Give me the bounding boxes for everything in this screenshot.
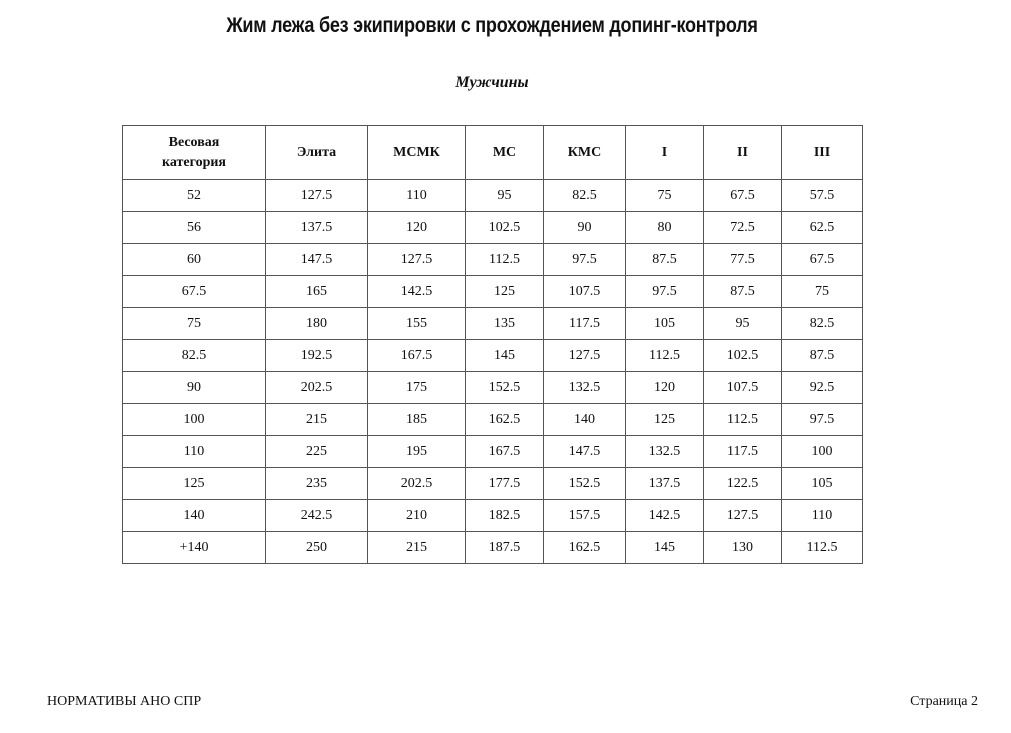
table-cell: 110 [782, 500, 863, 532]
table-cell: 142.5 [368, 276, 466, 308]
table-cell: 75 [782, 276, 863, 308]
table-cell: 235 [266, 468, 368, 500]
table-cell: 97.5 [626, 276, 704, 308]
table-cell: 127.5 [266, 180, 368, 212]
weight-class-cell: 140 [123, 500, 266, 532]
table-cell: 147.5 [544, 436, 626, 468]
table-cell: 215 [368, 532, 466, 564]
footer-organization: НОРМАТИВЫ АНО СПР [47, 694, 202, 709]
section-title: Мужчины [455, 74, 529, 91]
table-cell: 117.5 [544, 308, 626, 340]
table-cell: 152.5 [544, 468, 626, 500]
footer-page-number: Страница 2 [910, 694, 978, 709]
table-cell: 187.5 [466, 532, 544, 564]
column-header: МС [466, 126, 544, 180]
weight-class-cell: 67.5 [123, 276, 266, 308]
table-cell: 130 [704, 532, 782, 564]
table-cell: 152.5 [466, 372, 544, 404]
weight-class-cell: 82.5 [123, 340, 266, 372]
table-cell: 90 [544, 212, 626, 244]
table-cell: 155 [368, 308, 466, 340]
table-cell: 112.5 [626, 340, 704, 372]
table-cell: 127.5 [704, 500, 782, 532]
table-cell: 195 [368, 436, 466, 468]
table-cell: 132.5 [544, 372, 626, 404]
table-cell: 242.5 [266, 500, 368, 532]
table-cell: 112.5 [782, 532, 863, 564]
table-body [123, 180, 863, 564]
table-cell: 177.5 [466, 468, 544, 500]
table-cell: 105 [782, 468, 863, 500]
table-cell: 72.5 [704, 212, 782, 244]
table-cell: 107.5 [544, 276, 626, 308]
table-cell: 67.5 [782, 244, 863, 276]
table-cell: 137.5 [266, 212, 368, 244]
standards-table [122, 125, 863, 564]
column-header: III [782, 126, 863, 180]
table-cell: 110 [368, 180, 466, 212]
table-cell: 135 [466, 308, 544, 340]
weight-class-cell: 100 [123, 404, 266, 436]
weight-class-cell: +140 [123, 532, 266, 564]
table-row [123, 340, 863, 372]
table-cell: 175 [368, 372, 466, 404]
table-cell: 112.5 [466, 244, 544, 276]
table-cell: 97.5 [782, 404, 863, 436]
table-cell: 95 [466, 180, 544, 212]
table-cell: 92.5 [782, 372, 863, 404]
table-cell: 127.5 [368, 244, 466, 276]
table-cell: 165 [266, 276, 368, 308]
column-header: КМС [544, 126, 626, 180]
weight-class-cell: 90 [123, 372, 266, 404]
table-cell: 67.5 [704, 180, 782, 212]
table-cell: 210 [368, 500, 466, 532]
column-header: Элита [266, 126, 368, 180]
table-cell: 95 [704, 308, 782, 340]
weight-class-cell: 52 [123, 180, 266, 212]
table-cell: 102.5 [704, 340, 782, 372]
table-cell: 82.5 [782, 308, 863, 340]
table-cell: 185 [368, 404, 466, 436]
table-cell: 132.5 [626, 436, 704, 468]
table-cell: 250 [266, 532, 368, 564]
table-cell: 102.5 [466, 212, 544, 244]
table-cell: 162.5 [466, 404, 544, 436]
table-cell: 117.5 [704, 436, 782, 468]
table-cell: 202.5 [368, 468, 466, 500]
table-row [123, 500, 863, 532]
table-cell: 137.5 [626, 468, 704, 500]
table-cell: 157.5 [544, 500, 626, 532]
page-title: Жим лежа без экипировки с прохождением допинг-контроля [226, 14, 758, 37]
table-cell: 145 [626, 532, 704, 564]
table-cell: 112.5 [704, 404, 782, 436]
table-cell: 125 [466, 276, 544, 308]
table-cell: 87.5 [704, 276, 782, 308]
table-row [123, 404, 863, 436]
table-cell: 225 [266, 436, 368, 468]
column-header: Весовая категория [123, 126, 266, 180]
table-cell: 107.5 [704, 372, 782, 404]
table-cell: 120 [626, 372, 704, 404]
table-cell: 180 [266, 308, 368, 340]
table-row [123, 244, 863, 276]
table-row [123, 372, 863, 404]
table-cell: 57.5 [782, 180, 863, 212]
table-cell: 182.5 [466, 500, 544, 532]
column-header: II [704, 126, 782, 180]
table-cell: 77.5 [704, 244, 782, 276]
weight-class-cell: 125 [123, 468, 266, 500]
table-cell: 167.5 [466, 436, 544, 468]
table-cell: 215 [266, 404, 368, 436]
weight-class-cell: 60 [123, 244, 266, 276]
table-header-row [123, 126, 863, 180]
table-cell: 140 [544, 404, 626, 436]
table-cell: 62.5 [782, 212, 863, 244]
table-cell: 80 [626, 212, 704, 244]
table-cell: 82.5 [544, 180, 626, 212]
table-row [123, 436, 863, 468]
column-header: МСМК [368, 126, 466, 180]
table-row [123, 532, 863, 564]
table-cell: 192.5 [266, 340, 368, 372]
weight-class-cell: 75 [123, 308, 266, 340]
table-cell: 162.5 [544, 532, 626, 564]
table-cell: 122.5 [704, 468, 782, 500]
table-cell: 127.5 [544, 340, 626, 372]
table-row [123, 180, 863, 212]
table-row [123, 212, 863, 244]
table-cell: 202.5 [266, 372, 368, 404]
table-cell: 97.5 [544, 244, 626, 276]
table-row [123, 276, 863, 308]
table-cell: 87.5 [782, 340, 863, 372]
table-cell: 100 [782, 436, 863, 468]
table-cell: 167.5 [368, 340, 466, 372]
table-cell: 120 [368, 212, 466, 244]
table-cell: 125 [626, 404, 704, 436]
table-cell: 142.5 [626, 500, 704, 532]
weight-class-cell: 110 [123, 436, 266, 468]
table-cell: 105 [626, 308, 704, 340]
weight-class-cell: 56 [123, 212, 266, 244]
table-cell: 75 [626, 180, 704, 212]
table-row [123, 468, 863, 500]
table-cell: 87.5 [626, 244, 704, 276]
column-header: I [626, 126, 704, 180]
table-row [123, 308, 863, 340]
table-cell: 145 [466, 340, 544, 372]
table-cell: 147.5 [266, 244, 368, 276]
